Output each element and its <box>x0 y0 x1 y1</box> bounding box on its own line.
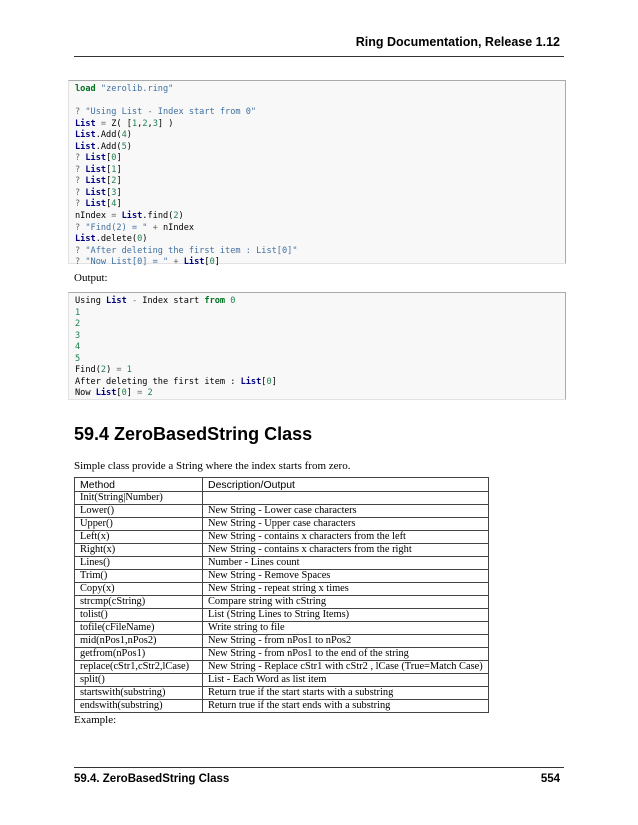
code-token: List <box>95 388 117 399</box>
method-cell: Copy(x) <box>75 583 203 596</box>
code-token: nIndex <box>157 222 195 233</box>
code-line <box>75 257 565 269</box>
code-token: .Add( <box>95 130 122 141</box>
code-token: [ <box>106 176 112 187</box>
code-token: List <box>75 141 96 152</box>
code-line <box>75 388 565 400</box>
code-token: List <box>106 296 127 306</box>
code-token: ? <box>75 107 86 118</box>
code-token: .Add( <box>95 141 122 152</box>
table-row <box>75 635 489 648</box>
description-cell: Compare string with cString <box>203 596 489 609</box>
code-token: "zerolib.ring" <box>100 84 174 94</box>
code-token: Index start <box>137 296 205 306</box>
code-token: 1 <box>111 164 117 175</box>
table-row <box>75 557 489 570</box>
description-cell <box>203 492 489 505</box>
description-cell: New String - Remove Spaces <box>203 570 489 583</box>
table-row <box>75 622 489 635</box>
code-line <box>75 211 565 223</box>
code-token: [ <box>116 388 122 399</box>
method-cell: replace(cStr1,cStr2,lCase) <box>75 661 203 674</box>
code-token: ) <box>178 211 184 222</box>
method-cell: Lines() <box>75 557 203 570</box>
code-token: 3 <box>152 118 158 129</box>
methods-table-body <box>75 492 489 713</box>
code-line <box>75 107 565 119</box>
code-line <box>75 342 565 354</box>
method-cell: tofile(cFileName) <box>75 622 203 635</box>
code-token: "After deleting the first item : List[0]" <box>85 245 298 256</box>
code-line <box>75 223 565 235</box>
method-cell: tolist() <box>75 609 203 622</box>
code-token: "Find(2) = " <box>85 222 148 233</box>
code-token: "Using List - Index start from 0" <box>85 107 257 118</box>
description-cell: New String - from nPos1 to nPos2 <box>203 635 489 648</box>
method-cell: Right(x) <box>75 544 203 557</box>
code-token: ? <box>75 245 86 256</box>
column-header-method: Method <box>75 478 203 492</box>
code-line <box>75 308 565 320</box>
code-line <box>75 319 565 331</box>
code-token: Find( <box>75 365 101 376</box>
code-token: List <box>75 118 96 129</box>
code-token: 0 <box>137 234 143 245</box>
code-token: 0 <box>111 153 117 164</box>
description-cell: New String - Upper case characters <box>203 518 489 531</box>
code-block-output <box>68 292 566 400</box>
code-token: 3 <box>111 187 117 198</box>
method-cell: Init(String|Number) <box>75 492 203 505</box>
section-heading: 59.4 ZeroBasedString Class <box>74 424 313 444</box>
code-token: from <box>204 296 226 306</box>
code-line <box>75 142 565 154</box>
code-token: ] <box>116 187 122 198</box>
code-token: ] <box>116 199 122 210</box>
code-token: .delete( <box>95 234 138 245</box>
code-line <box>75 377 565 389</box>
description-cell: New String - contains x characters from the left <box>203 531 489 544</box>
table-row <box>75 596 489 609</box>
code-token: ? <box>75 222 86 233</box>
code-token: List <box>121 211 143 222</box>
footer-divider <box>74 767 564 768</box>
code-token: 0 <box>230 296 236 306</box>
code-line <box>75 119 565 131</box>
code-token: List <box>75 130 96 141</box>
code-line <box>75 96 565 108</box>
code-token: 0 <box>209 257 215 268</box>
code-token: ) <box>126 141 132 152</box>
method-cell: split() <box>75 674 203 687</box>
code-line <box>75 199 565 211</box>
code-token: List <box>240 376 262 387</box>
code-token: 1 <box>75 307 81 318</box>
code-token: - <box>131 296 138 306</box>
code-token: Using <box>75 296 107 306</box>
code-token: List <box>75 234 96 245</box>
description-cell: Write string to file <box>203 622 489 635</box>
code-token: ] ) <box>157 118 174 129</box>
method-cell: strcmp(cString) <box>75 596 203 609</box>
code-token: ? <box>75 176 86 187</box>
method-cell: Left(x) <box>75 531 203 544</box>
code-token: ? <box>75 153 86 164</box>
code-token: ] <box>116 153 122 164</box>
code-token: [ <box>106 164 112 175</box>
section-intro: Simple class provide a String where the index starts from zero. <box>74 460 351 472</box>
code-token: ) <box>142 234 148 245</box>
description-cell: Return true if the start starts with a substring <box>203 687 489 700</box>
code-token: ? <box>75 257 86 268</box>
code-token: [ <box>261 376 267 387</box>
method-cell: Upper() <box>75 518 203 531</box>
code-token: = <box>100 118 107 129</box>
table-row <box>75 609 489 622</box>
code-token: List <box>85 153 107 164</box>
code-token: 0 <box>121 388 127 399</box>
footer-page-number: 554 <box>540 773 560 785</box>
code-token: ) <box>106 365 117 376</box>
table-row <box>75 648 489 661</box>
code-token: [ <box>106 153 112 164</box>
footer-section-title: 59.4. ZeroBasedString Class <box>74 773 230 785</box>
method-cell: endswith(substring) <box>75 700 203 713</box>
code-token: + <box>173 257 179 268</box>
code-token: ) <box>126 130 132 141</box>
description-cell: New String - from nPos1 to the end of the string <box>203 648 489 661</box>
code-token: 2 <box>142 118 148 129</box>
method-cell: mid(nPos1,nPos2) <box>75 635 203 648</box>
table-row <box>75 544 489 557</box>
code-token: ] <box>116 176 122 187</box>
method-cell: Trim() <box>75 570 203 583</box>
code-line <box>75 234 565 246</box>
table-row <box>75 661 489 674</box>
code-token: nIndex <box>75 211 112 222</box>
method-cell: getfrom(nPos1) <box>75 648 203 661</box>
code-token: = <box>137 388 143 399</box>
code-line <box>75 130 565 142</box>
code-token: "Now List[0] = " <box>85 257 169 268</box>
header-divider <box>74 56 564 57</box>
column-header-description: Description/Output <box>203 478 489 492</box>
code-token: 5 <box>121 141 127 152</box>
method-cell: Lower() <box>75 505 203 518</box>
code-line <box>75 84 565 96</box>
code-token: = <box>116 365 122 376</box>
description-cell: New String - Replace cStr1 with cStr2 , lCase (True=Match Case) <box>203 661 489 674</box>
code-token: 0 <box>266 376 272 387</box>
description-cell: Return true if the start ends with a substring <box>203 700 489 713</box>
code-token: [ <box>106 187 112 198</box>
code-token: Now <box>75 388 96 399</box>
code-token: [ <box>106 199 112 210</box>
code-token: 4 <box>121 130 127 141</box>
code-token: ? <box>75 199 86 210</box>
code-line <box>75 165 565 177</box>
code-token: 2 <box>147 388 153 399</box>
code-token: 1 <box>126 365 132 376</box>
code-line <box>75 153 565 165</box>
description-cell: New String - Lower case characters <box>203 505 489 518</box>
code-token: .find( <box>142 211 174 222</box>
code-token: 3 <box>75 330 81 341</box>
code-token: ? <box>75 187 86 198</box>
table-row <box>75 674 489 687</box>
code-token: List <box>183 257 205 268</box>
table-row <box>75 518 489 531</box>
code-line <box>75 176 565 188</box>
code-token: 4 <box>111 199 117 210</box>
table-header-row <box>75 478 489 492</box>
code-token: Z( [ <box>106 118 132 129</box>
table-row <box>75 531 489 544</box>
table-row <box>75 687 489 700</box>
description-cell: Number - Lines count <box>203 557 489 570</box>
table-row <box>75 570 489 583</box>
output-label: Output: <box>74 272 108 284</box>
code-token: List <box>85 199 107 210</box>
code-token: 2 <box>111 176 117 187</box>
code-token: ] <box>214 257 220 268</box>
table-row <box>75 583 489 596</box>
code-token: ] <box>126 388 138 399</box>
code-token: + <box>152 222 158 233</box>
code-line <box>75 188 565 200</box>
code-line <box>75 365 565 377</box>
code-token: List <box>85 187 107 198</box>
code-token: ? <box>75 164 86 175</box>
code-token: , <box>137 118 143 129</box>
code-token: 2 <box>100 365 107 376</box>
description-cell: New String - repeat string x times <box>203 583 489 596</box>
code-line <box>75 354 565 366</box>
description-cell: New String - contains x characters from the right <box>203 544 489 557</box>
table-row <box>75 700 489 713</box>
method-cell: startswith(substring) <box>75 687 203 700</box>
code-token: ] <box>271 376 277 387</box>
code-token: After deleting the first item : <box>75 376 241 387</box>
table-row <box>75 505 489 518</box>
table-row <box>75 492 489 505</box>
code-token: [ <box>204 257 210 268</box>
code-token: 2 <box>173 211 179 222</box>
code-token: 1 <box>131 118 138 129</box>
description-cell: List - Each Word as list item <box>203 674 489 687</box>
code-token: , <box>147 118 153 129</box>
code-block-example <box>68 80 566 268</box>
code-line <box>75 246 565 258</box>
code-token: load <box>75 84 96 94</box>
code-token: List <box>85 176 107 187</box>
methods-table <box>74 477 489 713</box>
code-token: 4 <box>75 342 81 353</box>
code-token: = <box>111 211 117 222</box>
example-label: Example: <box>74 714 117 726</box>
code-token: ] <box>116 164 122 175</box>
description-cell: List (String Lines to String Items) <box>203 609 489 622</box>
code-line <box>75 296 565 308</box>
code-token: 2 <box>75 319 81 330</box>
running-header-title: Ring Documentation, Release 1.12 <box>355 35 560 49</box>
code-token: 5 <box>75 353 81 364</box>
code-token: List <box>85 164 107 175</box>
code-line <box>75 331 565 343</box>
